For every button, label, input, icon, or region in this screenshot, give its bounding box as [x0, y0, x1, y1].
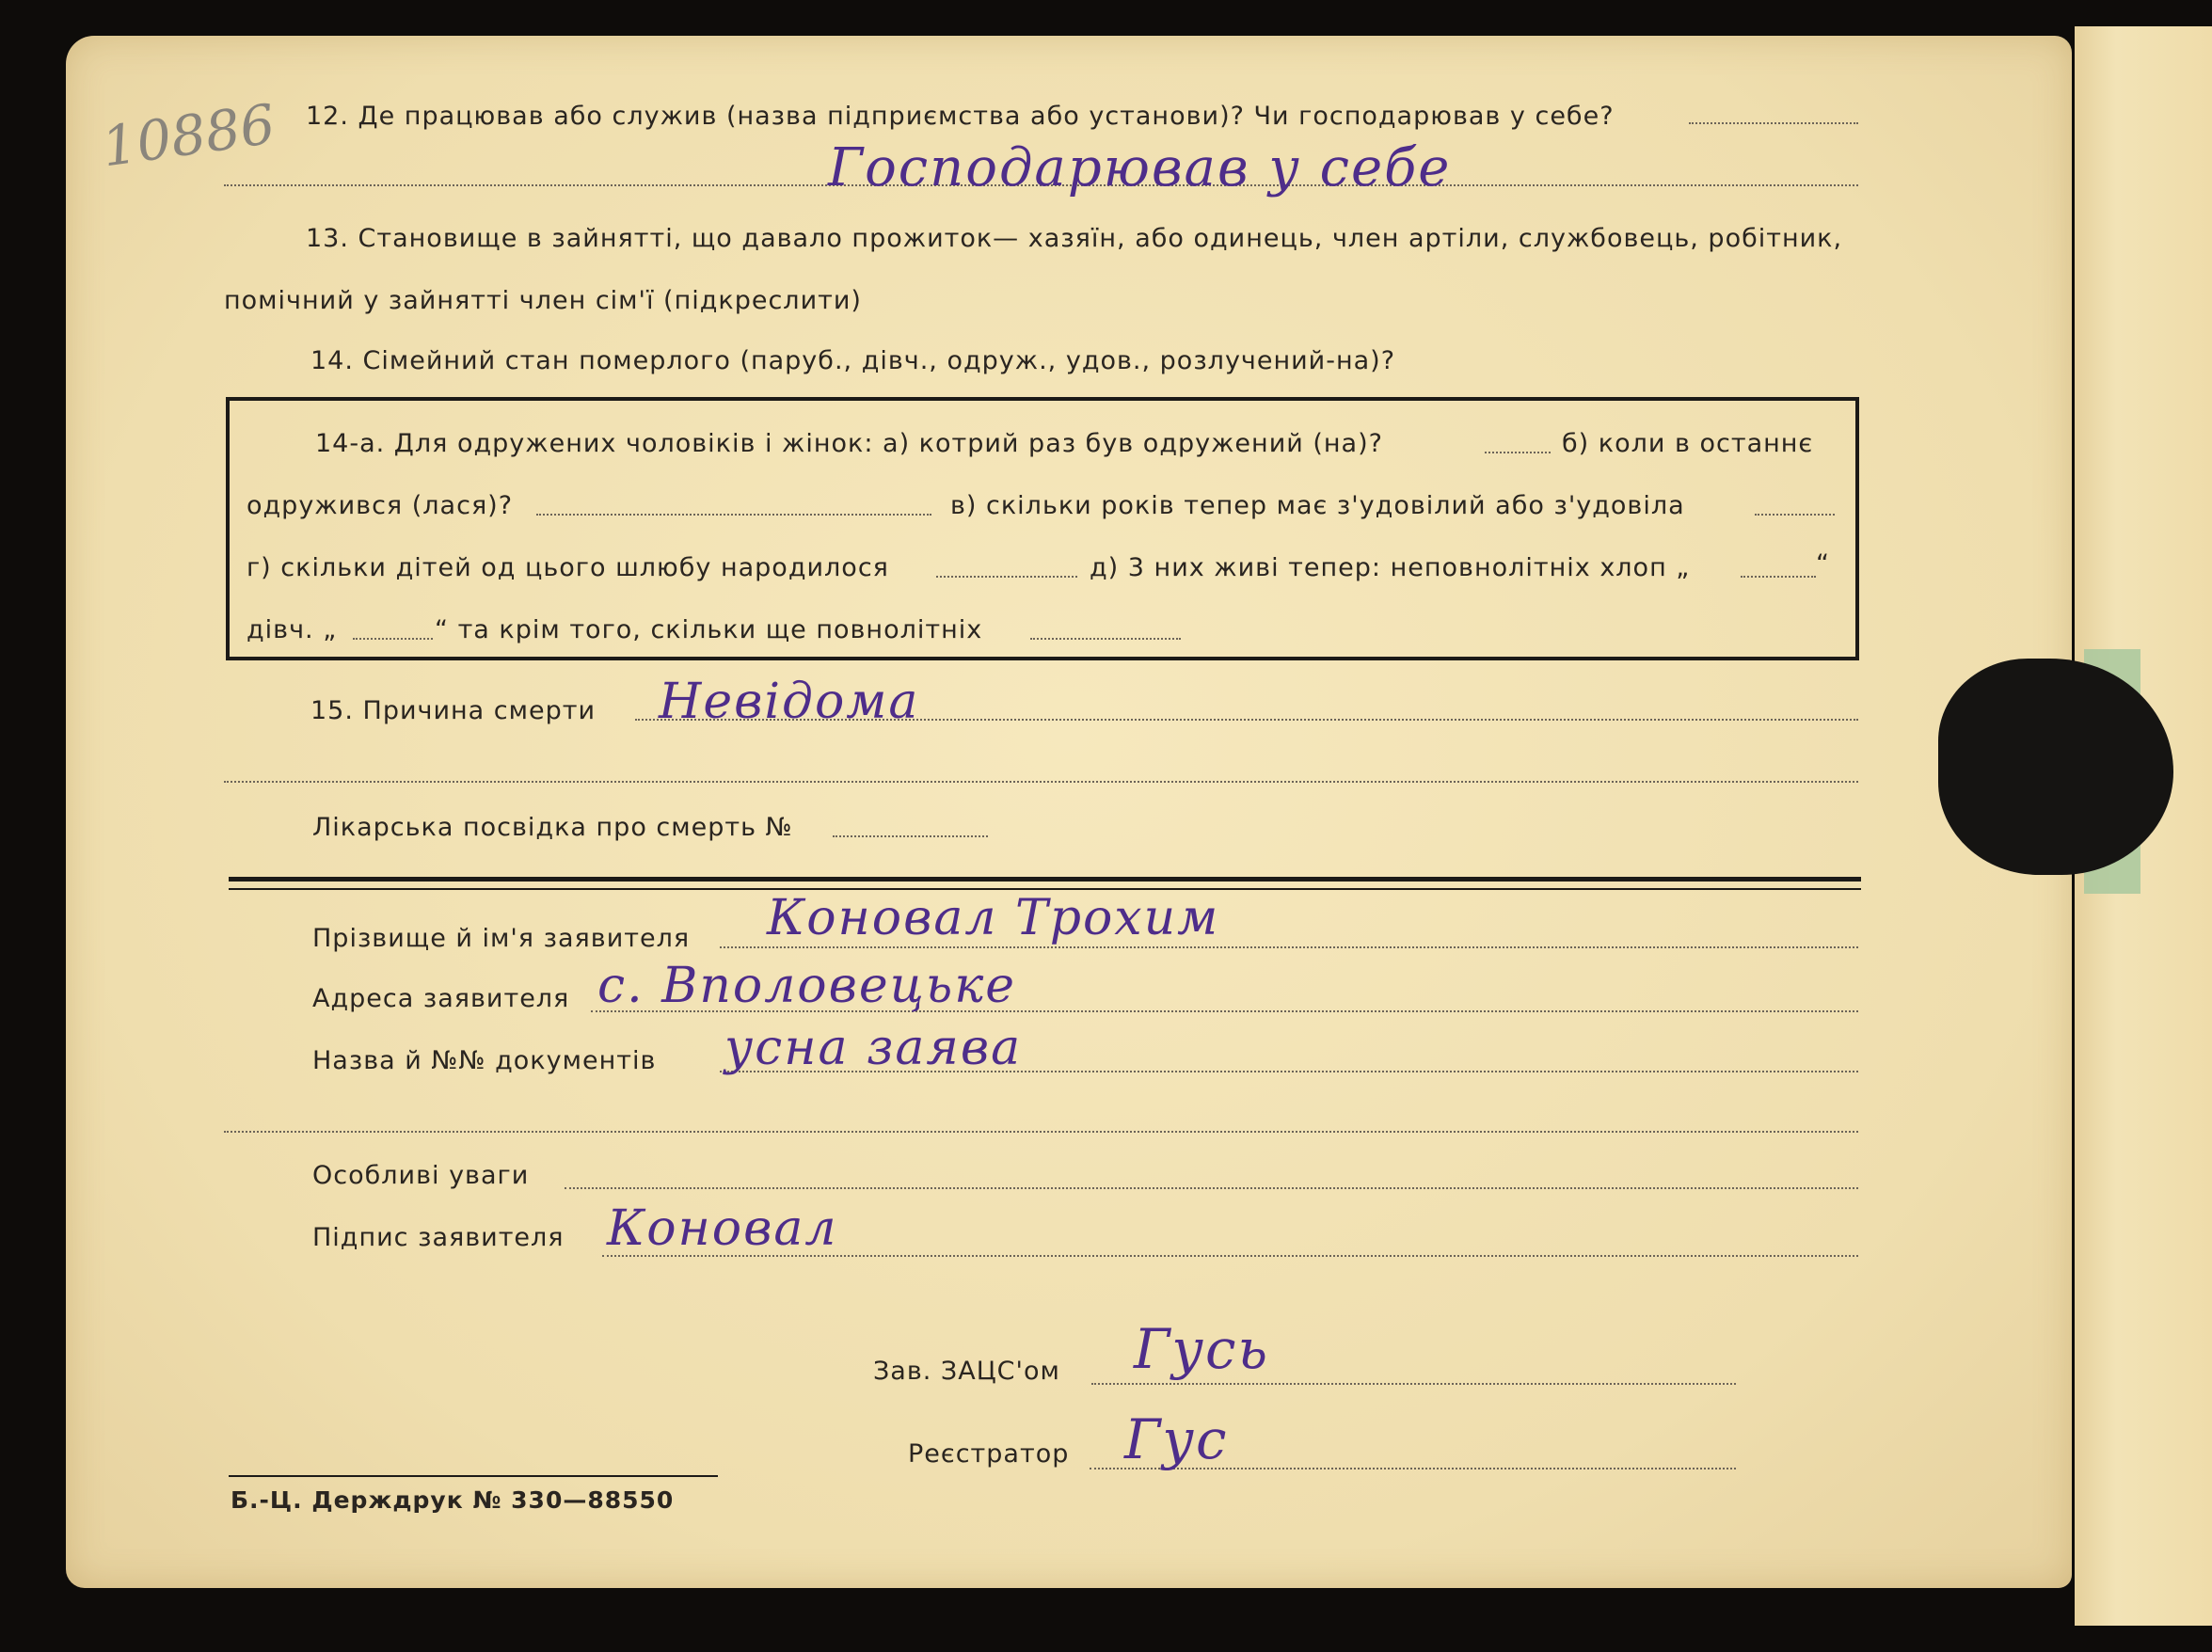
- applicant-address-label: Адреса заявителя: [312, 984, 570, 1013]
- q14a-line4a: дівч. „: [247, 615, 338, 644]
- applicant-documents-extra-line: [224, 1131, 1858, 1133]
- applicant-address-value: с. Вполовецьке: [597, 958, 1017, 1014]
- printer-rule: [229, 1475, 718, 1477]
- q14a-line2b-dots: [1755, 514, 1835, 516]
- q14a-line1: 14-а. Для одружених чоловіків і жінок: а) котрий раз був одружений (на)?: [315, 429, 1383, 458]
- q12-dotted-line: [1689, 122, 1858, 124]
- medical-certificate-line: [833, 835, 988, 837]
- registrar-signature: Гус: [1124, 1407, 1229, 1471]
- q12-label: 12. Де працював або служив (назва підприємства або установи)? Чи господарював у себе?: [306, 102, 1615, 131]
- section-rule-top: [229, 877, 1861, 882]
- q15-answer: Невідома: [659, 674, 920, 730]
- q14-label: 14. Сімейний стан померлого (паруб., дівч., одруж., удов., розлучений-на)?: [310, 346, 1396, 375]
- q14a-line3b: д) 3 них живі тепер: неповнолітніх хлоп „: [1090, 553, 1691, 582]
- head-label: Зав. ЗАЦС'ом: [873, 1357, 1060, 1386]
- q14a-line3c: “: [1816, 549, 1830, 579]
- q14a-line2b: в) скільки років тепер має з'удовілий або з'удовіла: [950, 491, 1685, 520]
- applicant-documents-label: Назва й №№ документів: [312, 1046, 657, 1075]
- q12-answer: Господарював у себе: [828, 137, 1452, 199]
- q14a-line4-dots: [353, 638, 433, 640]
- registrar-label: Реєстратор: [908, 1439, 1070, 1469]
- printer-imprint: Б.-Ц. Держдрук № 330—88550: [231, 1486, 675, 1514]
- q15-extra-line: [224, 781, 1858, 783]
- archive-number: 10886: [98, 91, 279, 180]
- applicant-name-value: Коновал Трохим: [767, 890, 1220, 946]
- applicant-notes-label: Особливі уваги: [312, 1161, 530, 1190]
- q15-label: 15. Причина смерти: [310, 696, 597, 725]
- head-signature: Гусь: [1134, 1317, 1270, 1381]
- q14a-line1b: б) коли в останнє: [1562, 429, 1814, 458]
- q14a-line4b-dots: [1030, 638, 1181, 640]
- form-page: [66, 36, 2072, 1588]
- q14a-line1-dots: [1485, 452, 1551, 453]
- q14a-line4b: “ та крім того, скільки ще повнолітніх: [435, 615, 983, 644]
- q14a-line3b-dots: [1741, 576, 1816, 578]
- applicant-notes-line: [565, 1187, 1858, 1189]
- applicant-documents-value: усна заява: [724, 1020, 1023, 1076]
- q14a-line2a: одружився (лася)?: [247, 491, 514, 520]
- q13-label: 13. Становище в зайнятті, що давало прожиток— хазяїн, або одинець, член артіли, службовець, робітник,: [306, 224, 1843, 253]
- q14a-line3-dots: [936, 576, 1077, 578]
- q13-label-cont: помічний у зайнятті член сім'ї (підкреслити): [224, 286, 862, 315]
- q14a-line2-dots: [536, 514, 931, 516]
- medical-certificate-label: Лікарська посвідка про смерть №: [312, 813, 793, 842]
- head-signature-line: [1091, 1383, 1736, 1385]
- applicant-name-label: Прізвище й ім'я заявителя: [312, 924, 691, 953]
- q14a-line3a: г) скільки дітей од цього шлюбу народилося: [247, 553, 889, 582]
- applicant-signature-label: Підпис заявителя: [312, 1223, 565, 1252]
- applicant-signature-value: Коновал: [607, 1200, 838, 1257]
- applicant-name-line: [720, 946, 1858, 948]
